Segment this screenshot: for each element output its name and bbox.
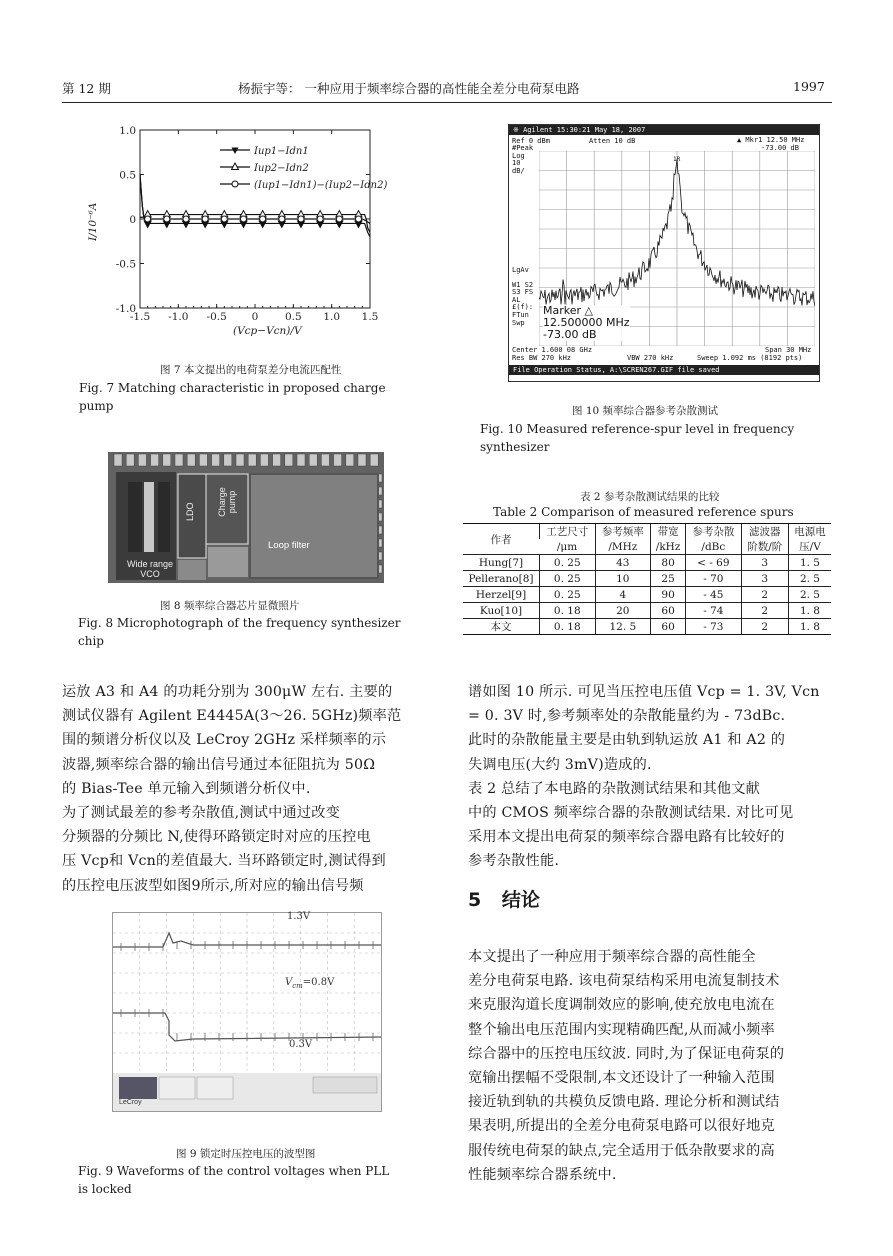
fig7-caption-en (79, 379, 419, 415)
right-line: 采用本文提出电荷泵的频率综合器电路有比较好的 (468, 829, 785, 846)
conclusion-text (468, 945, 840, 1187)
fig7-ytick-label: -0.5 (115, 258, 136, 271)
fig7-xlabel: (Vcp−Vcn)/V (233, 325, 302, 337)
fig10-vbw: VBW 270 kHz (627, 354, 674, 362)
table2-caption-cn: 表 2 参考杂散测试结果的比较 (580, 491, 720, 503)
fig10-center: Center 1.600 08 GHz (512, 346, 593, 354)
fig8-bond-pad (187, 454, 195, 466)
conclusion-line: 果表明,所提出的全差分电荷泵电路可以很好地克 (468, 1118, 775, 1135)
table2-cell: < - 69 (686, 555, 742, 571)
table2-cell: 0. 25 (540, 555, 596, 571)
table2 (463, 523, 831, 635)
table2-row (463, 571, 831, 587)
table2-cell: - 45 (686, 587, 742, 603)
conclusion-line: 综合器中的压控电压纹波. 同时,为了保证电荷泵的 (468, 1045, 785, 1062)
fig10-span: Span 30 MHz (765, 346, 812, 354)
table2-header-unit: 阶数/阶 (741, 539, 788, 555)
fig8-bond-pad (309, 454, 317, 466)
fig10-atten: Atten 10 dB (589, 137, 636, 145)
fig7-legend-label: Iup1−Idn1 (254, 146, 309, 157)
table2-row (463, 619, 831, 635)
left-line: 围的频谱分析仪以及 LeCroy 2GHz 采样频率的示 (62, 732, 387, 749)
fig10-left-label: Swp (512, 318, 525, 327)
fig9-caption-en-line1: Fig. 9 Waveforms of the control voltages when PLL (78, 1164, 390, 1178)
fig8-bond-pad (151, 454, 159, 466)
section-heading (468, 885, 540, 912)
fig10-topbar: ※ Agilent 15:30:21 May 18, 2007 (509, 125, 820, 135)
fig10-left-gap (512, 213, 533, 221)
fig9-label-0p3v: 0.3V (289, 1039, 313, 1050)
fig10-left-gap (512, 191, 533, 199)
conclusion-line: 来克服沟道长度调制效应的影响,使充放电电流在 (468, 997, 775, 1014)
fig7-legend-label: (Iup1−Idn1)−(Iup2−Idn2) (254, 180, 388, 191)
conclusion-line: 宽输出摆幅不受限制,本文还设计了一种输入范围 (468, 1070, 775, 1087)
fig7-marker (164, 216, 170, 222)
fig9-vcm-value: =0.8V (302, 977, 335, 988)
conclusion-line: 差分电荷泵电路. 该电荷泵结构采用电流复制技术 (468, 973, 780, 990)
fig10-caption-en-line2: synthesizer (480, 440, 550, 454)
fig8-caption-en-line2: chip (78, 634, 104, 648)
fig8-bond-pad (126, 454, 134, 466)
fig10-left-label: W1 S2 (512, 280, 534, 289)
fig7-marker (241, 216, 247, 222)
fig8-bond-pad (236, 454, 244, 466)
fig10-status-bar: File Operation Status, A:\SCREN267.GIF file saved (509, 365, 820, 375)
fig9-brand: LeCroy (119, 1099, 142, 1106)
fig7-legend-label: Iup2−Idn2 (254, 163, 309, 174)
fig10-sweep: Sweep 1.092 ms (8192 pts) (697, 354, 803, 362)
fig7-xtick-label: -0.5 (206, 311, 227, 323)
table2-header-unit: /kHz (651, 539, 686, 555)
table2-cell: 3 (741, 555, 788, 571)
left-line: 的压控电压波型如图9所示,所对应的输出信号频 (62, 877, 364, 894)
fig10-left-gap (512, 206, 533, 214)
fig8-caption-en (78, 614, 428, 650)
table2-cell-author: Herzel[9] (463, 587, 540, 603)
table2-header-unit: 压/V (788, 539, 831, 555)
fig10-caption-en-line1: Fig. 10 Measured reference-spur level in frequency (480, 422, 795, 436)
fig8-bond-pad (370, 454, 378, 466)
fig7-legend-marker (232, 148, 239, 155)
table2-cell: 2. 5 (788, 587, 831, 603)
table2-cell-author: Pellerano[8] (463, 571, 540, 587)
fig8-label-cp: Charge pump (217, 487, 237, 517)
fig8-label-vco: Wide range VCO (126, 559, 174, 579)
header-title: 杨振宇等： 一种应用于频率综合器的高性能全差分电荷泵电路 (238, 81, 580, 96)
fig7-legend-marker (232, 181, 238, 187)
table2-cell: 0. 18 (540, 603, 596, 619)
table2-cell: 2 (741, 587, 788, 603)
fig10-left-label: Log (512, 151, 525, 160)
right-line: 失调电压(大约 3mV)造成的. (468, 756, 652, 773)
right-line: 中的 CMOS 频率综合器的杂散测试结果. 对比可见 (468, 805, 794, 822)
left-line: 运放 A3 和 A4 的功耗分别为 300μW 左右. 主要的 (62, 684, 393, 700)
fig9-scope (112, 912, 382, 1112)
fig10-caption-en (480, 420, 830, 456)
fig10-left-labels (512, 145, 533, 327)
table2-header-unit: /MHz (595, 539, 651, 555)
section-number: 5 (468, 889, 482, 911)
fig7-marker (221, 216, 227, 222)
fig7-xtick-label: -1.0 (168, 311, 189, 323)
fig10-left-label: #Peak (512, 144, 534, 152)
table2-cell: 43 (595, 555, 651, 571)
conclusion-line: 性能频率综合器系统中. (468, 1166, 617, 1183)
fig10-caption-cn: 图 10 频率综合器参考杂散测试 (572, 405, 719, 417)
table2-cell: 60 (651, 619, 686, 635)
fig8-bond-pad (358, 454, 366, 466)
table2-cell: 90 (651, 587, 686, 603)
left-line: 的 Bias-Tee 单元输入到频谱分析仪中. (62, 780, 311, 797)
table2-cell: 1. 5 (788, 555, 831, 571)
fig10-spectrum (508, 124, 820, 382)
fig7-marker (183, 216, 189, 222)
header-page: 1997 (793, 79, 825, 94)
fig8-bond-pad (138, 454, 146, 466)
table2-cell: 20 (595, 603, 651, 619)
fig7-marker (317, 216, 323, 222)
table2-cell: 12. 5 (595, 619, 651, 635)
fig10-left-gap (512, 198, 533, 206)
table2-cell: 2 (741, 619, 788, 635)
fig8-bond-pad (212, 454, 220, 466)
fig8-photo (108, 452, 384, 583)
fig7-ytick-label: 0 (129, 214, 136, 226)
fig10-left-gap (512, 251, 533, 259)
table2-cell: 60 (651, 603, 686, 619)
fig10-left-label: £(f): (512, 303, 534, 312)
table2-cell-author: Hung[7] (463, 555, 540, 571)
table2-row (463, 555, 831, 571)
fig7-marker (279, 216, 285, 222)
table2-cell: 25 (651, 571, 686, 587)
table2-cell: 0. 25 (540, 587, 596, 603)
fig7-marker (202, 216, 208, 222)
fig8-bond-pad (114, 454, 122, 466)
fig8-bond-pad (199, 454, 207, 466)
fig10-marker-box (543, 305, 630, 341)
fig7-ytick-label: 1.0 (119, 125, 136, 137)
table2-row (463, 587, 831, 603)
table2-header-cell: 电源电 (788, 524, 831, 540)
fig8-bond-pad (163, 454, 171, 466)
table2-cell: - 73 (686, 619, 742, 635)
fig7-ytick-label: 0.5 (119, 169, 136, 182)
table2-cell: 0. 25 (540, 571, 596, 587)
fig10-left-gap (512, 244, 533, 252)
table2-header-cell: 带宽 (651, 524, 686, 540)
fig7-caption-en-line2: pump (79, 399, 114, 413)
table2-cell: 80 (651, 555, 686, 571)
fig7-ylabel: I/10⁻⁶A (87, 202, 99, 241)
fig7-xtick-label: 0 (251, 311, 259, 323)
fig9-label-vcm (285, 977, 334, 990)
fig7-chart (70, 118, 410, 358)
table2-cell: - 74 (686, 603, 742, 619)
fig7-xtick-label: 1.0 (323, 311, 341, 323)
table2-header-author: 作者 (463, 524, 540, 555)
fig10-marker-label: Marker △ (543, 304, 593, 317)
table2-caption-en: Table 2 Comparison of measured reference spurs (493, 505, 794, 519)
fig8-bond-pad (346, 454, 354, 466)
fig10-left-label: AL (512, 295, 521, 304)
table2-header-cell: 参考杂散 (686, 524, 742, 540)
right-line: 参考杂散性能. (468, 853, 560, 870)
fig8-bond-pad (260, 454, 268, 466)
table2-cell: 4 (595, 587, 651, 603)
fig9-label-1p3v: 1.3V (287, 911, 311, 922)
fig9-scope-art (113, 913, 381, 1111)
fig7-ytick-label: -1.0 (115, 303, 136, 315)
table2-header-cell: 参考频率 (595, 524, 651, 540)
table2-cell: 2 (741, 603, 788, 619)
fig7-legend-marker (232, 163, 239, 170)
fig7-caption-cn: 图 7 本文提出的电荷泵差分电流匹配性 (160, 364, 342, 376)
conclusion-line: 服传统电荷泵的缺点,完全适用于低杂散要求的高 (468, 1142, 775, 1159)
header-rule (62, 102, 832, 103)
fig7-marker (356, 216, 362, 222)
fig7-xtick-label: 0.5 (284, 311, 302, 323)
fig7-marker (298, 216, 304, 222)
fig10-left-gap (512, 221, 533, 229)
fig7-marker (336, 216, 342, 222)
fig10-left-label: LgAv (512, 265, 529, 274)
fig10-left-gap (512, 236, 533, 244)
fig10-mkr-value: -73.00 dB (761, 144, 799, 152)
conclusion-line: 接近轨到轨的共模负反馈电路. 理论分析和测试结 (468, 1094, 780, 1111)
fig9-vcm-symbol: V (285, 977, 293, 988)
fig9-caption-en (78, 1162, 428, 1198)
table2-cell-author: 本文 (463, 619, 540, 635)
fig10-marker-db: -73.00 dB (543, 328, 597, 341)
fig10-ref: Ref 0 dBm (512, 137, 550, 145)
fig10-left-label: 10 (512, 159, 521, 168)
table2-cell: 2. 5 (788, 571, 831, 587)
fig8-label-loop-filter: Loop filter (268, 540, 310, 551)
fig10-mkr: ▲ Mkr1 12.50 MHz (737, 136, 805, 144)
table2-header-cell: 滤波器 (741, 524, 788, 540)
table2-header-cell: 工艺尺寸 (540, 524, 596, 540)
table2-cell: 0. 18 (540, 619, 596, 635)
left-line: 压 Vcp和 Vcn的差值最大. 当环路锁定时,测试得到 (62, 853, 386, 870)
right-line: 此时的杂散能量主要是由轨到轨运放 A1 和 A2 的 (468, 732, 786, 749)
left-column-text (62, 680, 442, 898)
left-line: 分频器的分频比 N,使得环路锁定时对应的压控电 (62, 829, 371, 846)
right-column-text (468, 680, 840, 874)
fig10-marker-freq: 12.500000 MHz (543, 316, 630, 329)
fig8-bond-pad (175, 454, 183, 466)
fig7-caption-en-line1: Fig. 7 Matching characteristic in proposed charge (79, 381, 386, 395)
fig7-marker (260, 216, 266, 222)
left-line: 测试仪器有 Agilent E4445A(3～26. 5GHz)频率范 (62, 708, 402, 725)
conclusion-line: 整个输出电压范围内实现精确匹配,从而减小频率 (468, 1021, 775, 1038)
fig8-bond-pad (321, 454, 329, 466)
table2-cell-author: Kuo[10] (463, 603, 540, 619)
fig7-series-line (140, 217, 370, 223)
fig10-left-gap (512, 183, 533, 191)
table2-header-unit: /dBc (686, 539, 742, 555)
fig7-xtick-label: -1.5 (129, 311, 151, 323)
fig8-caption-en-line1: Fig. 8 Microphotograph of the frequency synthesizer (78, 616, 401, 630)
fig7-marker (145, 216, 151, 222)
section-title: 结论 (501, 889, 540, 911)
table2-cell: 1. 8 (788, 619, 831, 635)
fig8-bond-pad (285, 454, 293, 466)
fig10-left-gap (512, 229, 533, 237)
table2-cell: 1. 8 (788, 603, 831, 619)
fig9-caption-cn: 图 9 锁定时压控电压的波型图 (176, 1148, 316, 1160)
fig7-xtick-label: 1.5 (361, 311, 379, 323)
right-line: 谱如图 10 所示. 可见当压控电压值 Vcp = 1. 3V, Vcn (468, 684, 820, 700)
fig8-bond-pad (224, 454, 232, 466)
table2-header-unit: /μm (556, 540, 578, 553)
conclusion-line: 本文提出了一种应用于频率综合器的高性能全 (468, 949, 756, 965)
left-line: 为了测试最差的参考杂散值,测试中通过改变 (62, 805, 341, 822)
fig9-caption-en-line2: is locked (78, 1182, 132, 1196)
fig8-bond-pad (334, 454, 342, 466)
fig8-caption-cn: 图 8 频率综合器芯片显微照片 (160, 600, 300, 612)
table2-cell: 10 (595, 571, 651, 587)
fig8-bond-pad (297, 454, 305, 466)
fig9-vcm-sub: cm (292, 982, 303, 990)
fig10-left-label: FTun (512, 311, 529, 320)
fig10-left-gap (512, 175, 533, 183)
header-issue: 第 12 期 (62, 81, 111, 96)
fig8-bond-pad (273, 454, 281, 466)
left-line: 波器,频率综合器的输出信号通过本征阻抗为 50Ω (62, 756, 376, 773)
right-line: 表 2 总结了本电路的杂散测试结果和其他文献 (468, 780, 761, 797)
table2-row (463, 603, 831, 619)
fig10-left-label: dB/ (512, 166, 525, 175)
table2-cell: 3 (741, 571, 788, 587)
fig8-bond-pad (248, 454, 256, 466)
fig8-label-ldo: LDO (185, 502, 195, 521)
table2-header-row (463, 524, 831, 540)
fig10-peak-marker: 1R (673, 156, 681, 163)
fig10-resbw: Res BW 270 kHz (512, 354, 572, 362)
right-line: = 0. 3V 时,参考频率处的杂散能量约为 - 73dBc. (468, 708, 786, 725)
table2-cell: - 70 (686, 571, 742, 587)
fig10-left-label: S3 FS (512, 288, 534, 297)
